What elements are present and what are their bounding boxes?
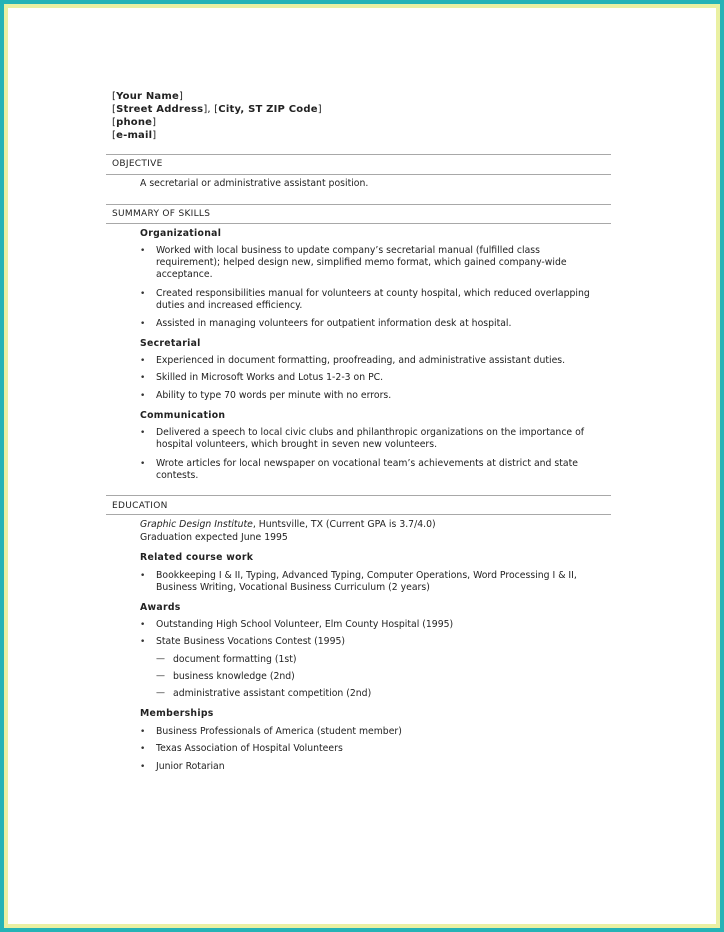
section-divider bbox=[106, 514, 611, 515]
sub-list-item: administrative assistant competition (2nd) bbox=[173, 688, 372, 699]
sub-list-item: business knowledge (2nd) bbox=[173, 671, 295, 682]
list-item: Delivered a speech to local civic clubs and philanthropic organizations on the importance of hospital volunteers, which brought in seven new volunteers. bbox=[156, 427, 585, 450]
school-line bbox=[140, 519, 436, 530]
bullet-icon: • bbox=[140, 428, 146, 438]
sub-list-item: document formatting (1st) bbox=[173, 654, 297, 665]
bullet-icon: • bbox=[140, 319, 146, 329]
list-item: Outstanding High School Volunteer, Elm County Hospital (1995) bbox=[156, 619, 454, 630]
section-divider bbox=[106, 154, 611, 155]
section-divider bbox=[106, 174, 611, 175]
coursework-heading: Related course work bbox=[140, 552, 254, 563]
bullet-icon: • bbox=[140, 744, 146, 754]
list-item: Created responsibilities manual for volunteers at county hospital, which reduced overlapping duties and increased efficiency. bbox=[156, 288, 590, 311]
section-divider bbox=[106, 204, 611, 205]
dash-icon: — bbox=[156, 688, 165, 698]
bullet-icon: • bbox=[140, 637, 146, 647]
skills-title: SUMMARY OF SKILLS bbox=[112, 209, 211, 219]
communication-heading: Communication bbox=[140, 410, 226, 421]
list-item: Texas Association of Hospital Volunteers bbox=[156, 743, 343, 754]
bullet-icon: • bbox=[140, 620, 146, 630]
contact-email: [e-mail] bbox=[112, 130, 157, 141]
organizational-heading: Organizational bbox=[140, 228, 222, 239]
school-name: Graphic Design Institute bbox=[140, 519, 253, 530]
list-item: Junior Rotarian bbox=[156, 761, 225, 772]
bullet-icon: • bbox=[140, 762, 146, 772]
secretarial-heading: Secretarial bbox=[140, 338, 201, 349]
list-item: Experienced in document formatting, proofreading, and administrative assistant duties. bbox=[156, 355, 566, 366]
objective-title: OBJECTIVE bbox=[112, 159, 163, 169]
bullet-icon: • bbox=[140, 571, 146, 581]
dash-icon: — bbox=[156, 654, 165, 664]
bullet-icon: • bbox=[140, 289, 146, 299]
bullet-icon: • bbox=[140, 727, 146, 737]
contact-address: [Street Address], [City, ST ZIP Code] bbox=[112, 104, 322, 115]
bullet-icon: • bbox=[140, 391, 146, 401]
awards-heading: Awards bbox=[140, 602, 181, 613]
school-details: , Huntsville, TX (Current GPA is 3.7/4.0) bbox=[252, 519, 436, 530]
list-item: Ability to type 70 words per minute with no errors. bbox=[156, 390, 392, 401]
bullet-icon: • bbox=[140, 356, 146, 366]
bullet-icon: • bbox=[140, 373, 146, 383]
bullet-icon: • bbox=[140, 246, 146, 256]
objective-text: A secretarial or administrative assistant position. bbox=[140, 178, 369, 189]
memberships-heading: Memberships bbox=[140, 708, 214, 719]
list-item: Assisted in managing volunteers for outpatient information desk at hospital. bbox=[156, 318, 512, 329]
list-item: Wrote articles for local newspaper on vocational team’s achievements at district and state contests. bbox=[156, 458, 578, 481]
list-item: Business Professionals of America (student member) bbox=[156, 726, 402, 737]
section-divider bbox=[106, 495, 611, 496]
education-title: EDUCATION bbox=[112, 501, 168, 511]
graduation-line: Graduation expected June 1995 bbox=[140, 532, 288, 543]
list-item: Skilled in Microsoft Works and Lotus 1-2-3 on PC. bbox=[156, 372, 384, 383]
list-item: State Business Vocations Contest (1995) bbox=[156, 636, 346, 647]
list-item: Worked with local business to update company’s secretarial manual (fulfilled class requirement); helped design new, simplified memo format, which gained company-wide acceptance. bbox=[156, 245, 567, 280]
section-divider bbox=[106, 223, 611, 224]
dash-icon: — bbox=[156, 671, 165, 681]
bullet-icon: • bbox=[140, 459, 146, 469]
contact-phone: [phone] bbox=[112, 117, 157, 128]
list-item: Bookkeeping I & II, Typing, Advanced Typing, Computer Operations, Word Processing I & II, Business Writing, Vocational Business Curriculum (2 years) bbox=[156, 570, 577, 593]
contact-name: [Your Name] bbox=[112, 91, 184, 102]
